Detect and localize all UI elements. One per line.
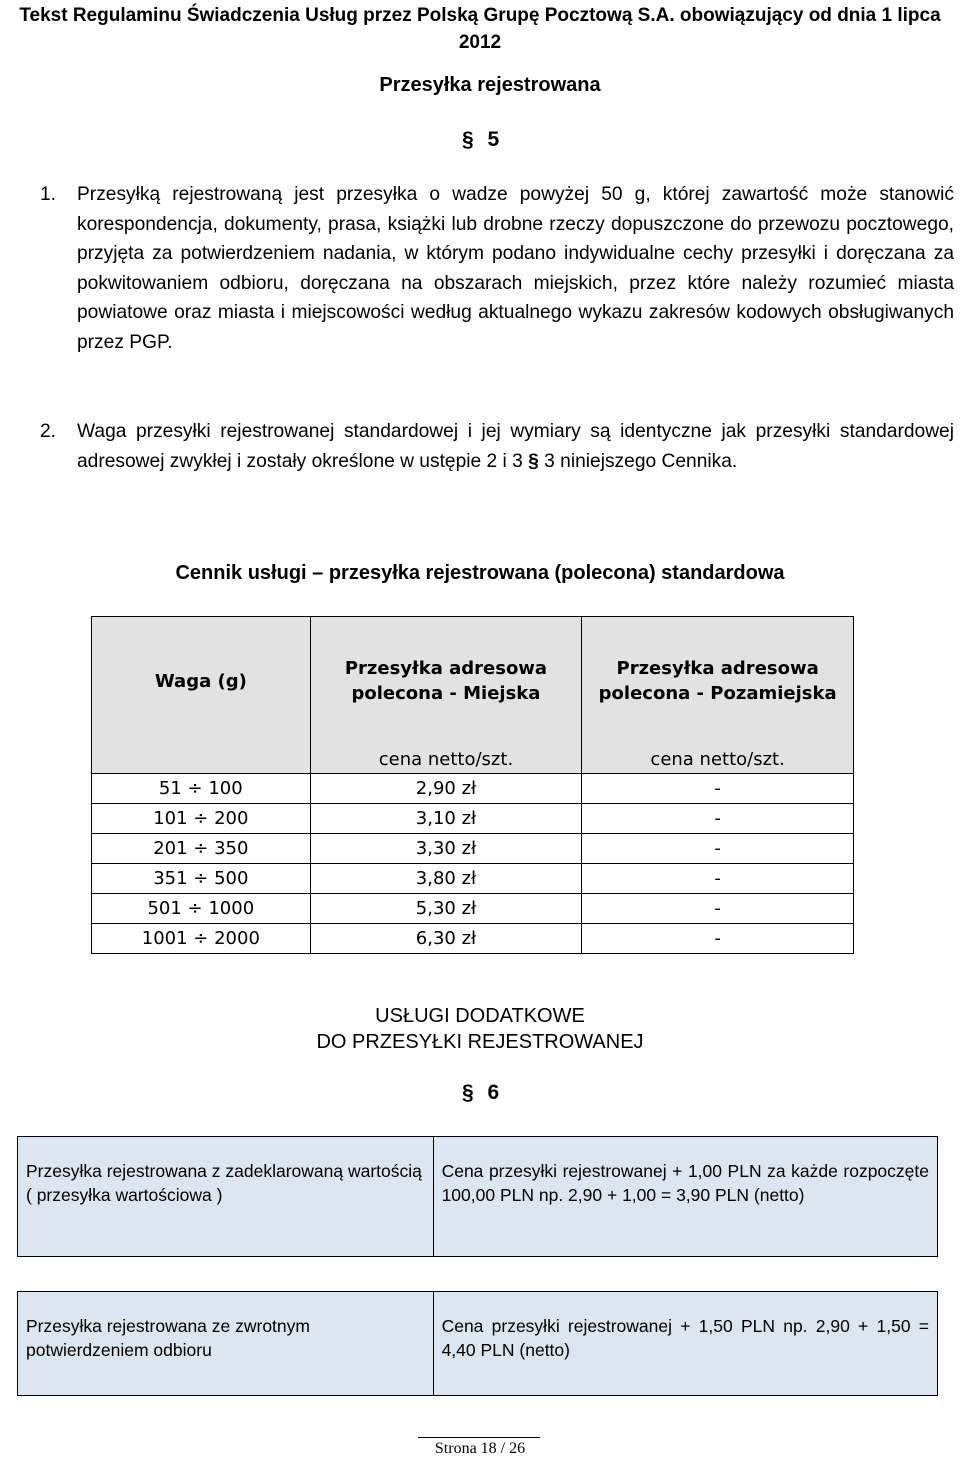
extras-table [17, 1136, 938, 1396]
header-city: Przesyłka adresowa polecona - Miejska [310, 617, 582, 746]
weight-cell: 1001 ÷ 2000 [92, 924, 311, 954]
paragraph-2-number: 2. [40, 421, 57, 442]
extras-title-line-1: USŁUGI DODATKOWE [375, 1005, 585, 1027]
table-row [92, 894, 854, 924]
outside-price-cell: - [582, 894, 854, 924]
table-row [18, 1292, 938, 1396]
subheader-weight [92, 745, 311, 774]
extras-title [0, 1003, 960, 1055]
city-price-cell: 6,30 zł [310, 924, 582, 954]
service-price-cell: Cena przesyłki rejestrowanej + 1,50 PLN np. 2,90 + 1,50 = 4,40 PLN (netto) [433, 1292, 937, 1396]
weight-cell: 201 ÷ 350 [92, 834, 311, 864]
price-table [91, 616, 854, 954]
section-title: Przesyłka rejestrowana [379, 74, 601, 96]
paragraph-mark-6 [462, 1081, 499, 1105]
extras-title-line-2: DO PRZESYŁKI REJESTROWANEJ [316, 1031, 644, 1053]
paragraph-2 [40, 417, 954, 476]
paragraph-2-text-after: 3 niniejszego Cennika. [544, 450, 738, 472]
city-price-cell: 3,80 zł [310, 864, 582, 894]
header-outside-city: Przesyłka adresowa polecona - Pozamiejska [582, 617, 854, 746]
price-table-header-row [92, 617, 854, 746]
paragraph-1-number: 1. [40, 184, 57, 205]
city-price-cell: 5,30 zł [310, 894, 582, 924]
paragraph-symbol: § [462, 128, 474, 151]
price-table-subheader-row [92, 745, 854, 774]
outside-price-cell: - [582, 804, 854, 834]
outside-price-cell: - [582, 834, 854, 864]
service-price-cell: Cena przesyłki rejestrowanej + 1,00 PLN za każde rozpoczęte 100,00 PLN np. 2,90 + 1,00 = 3,90 PLN (netto) [433, 1137, 937, 1257]
service-cell: Przesyłka rejestrowana ze zwrotnym potwierdzeniem odbioru [18, 1292, 434, 1396]
document-header [0, 2, 960, 56]
subheader-outside-city: cena netto/szt. [582, 745, 854, 774]
subheader-city: cena netto/szt. [310, 745, 582, 774]
weight-cell: 51 ÷ 100 [92, 774, 311, 804]
paragraph-number: 5 [487, 128, 500, 151]
paragraph-2-symbol: § [528, 450, 539, 472]
weight-cell: 501 ÷ 1000 [92, 894, 311, 924]
header-line-1: Tekst Regulaminu Świadczenia Usług przez Polską Grupę Pocztową S.A. obowiązujący od dnia 1 lipca [19, 5, 941, 26]
table-row [92, 804, 854, 834]
service-cell: Przesyłka rejestrowana z zadeklarowaną wartością ( przesyłka wartościowa ) [18, 1137, 434, 1257]
paragraph-1 [40, 180, 954, 357]
header-weight: Waga (g) [92, 617, 311, 746]
outside-price-cell: - [582, 774, 854, 804]
table-spacer [18, 1257, 938, 1292]
page-number: Strona 18 / 26 [434, 1440, 526, 1457]
table-row [92, 834, 854, 864]
paragraph-1-text: Przesyłką rejestrowaną jest przesyłka o wadze powyżej 50 g, której zawartość może stanowić korespondencja, dokumenty, prasa, książki lub drobne rzeczy dopuszczone do przewozu pocztowego, przyjęta za potwierdzeniem nadania, w którym podano indywidualne cechy przesyłki i doręczana za pokwitowaniem odbioru, doręczana na obszarach miejskich, przez które należy rozumieć miasta powiatowe oraz miasta i miejscowości według aktualnego wykazu zakresów kodowych obsługiwanych przez PGP. [77, 184, 954, 353]
city-price-cell: 3,30 zł [310, 834, 582, 864]
outside-price-cell: - [582, 924, 854, 954]
table-row [18, 1137, 938, 1257]
table-row [92, 774, 854, 804]
weight-cell: 101 ÷ 200 [92, 804, 311, 834]
header-line-2: 2012 [458, 32, 502, 53]
table-row [92, 924, 854, 954]
paragraph-number: 6 [487, 1081, 500, 1104]
table-row [92, 864, 854, 894]
city-price-cell: 2,90 zł [310, 774, 582, 804]
price-table-title: Cennik usługi – przesyłka rejestrowana (polecona) standardowa [175, 562, 785, 584]
paragraph-2-text [77, 417, 954, 476]
footer-divider [418, 1437, 540, 1438]
city-price-cell: 3,10 zł [310, 804, 582, 834]
outside-price-cell: - [582, 864, 854, 894]
weight-cell: 351 ÷ 500 [92, 864, 311, 894]
paragraph-2-text-before: Waga przesyłki rejestrowanej standardowej i jej wymiary są identyczne jak przesyłki standardowej adresowej zwykłej i zostały określone w ustępie 2 i 3 [77, 421, 954, 472]
paragraph-symbol: § [462, 1081, 474, 1104]
paragraph-mark-5 [462, 128, 499, 152]
